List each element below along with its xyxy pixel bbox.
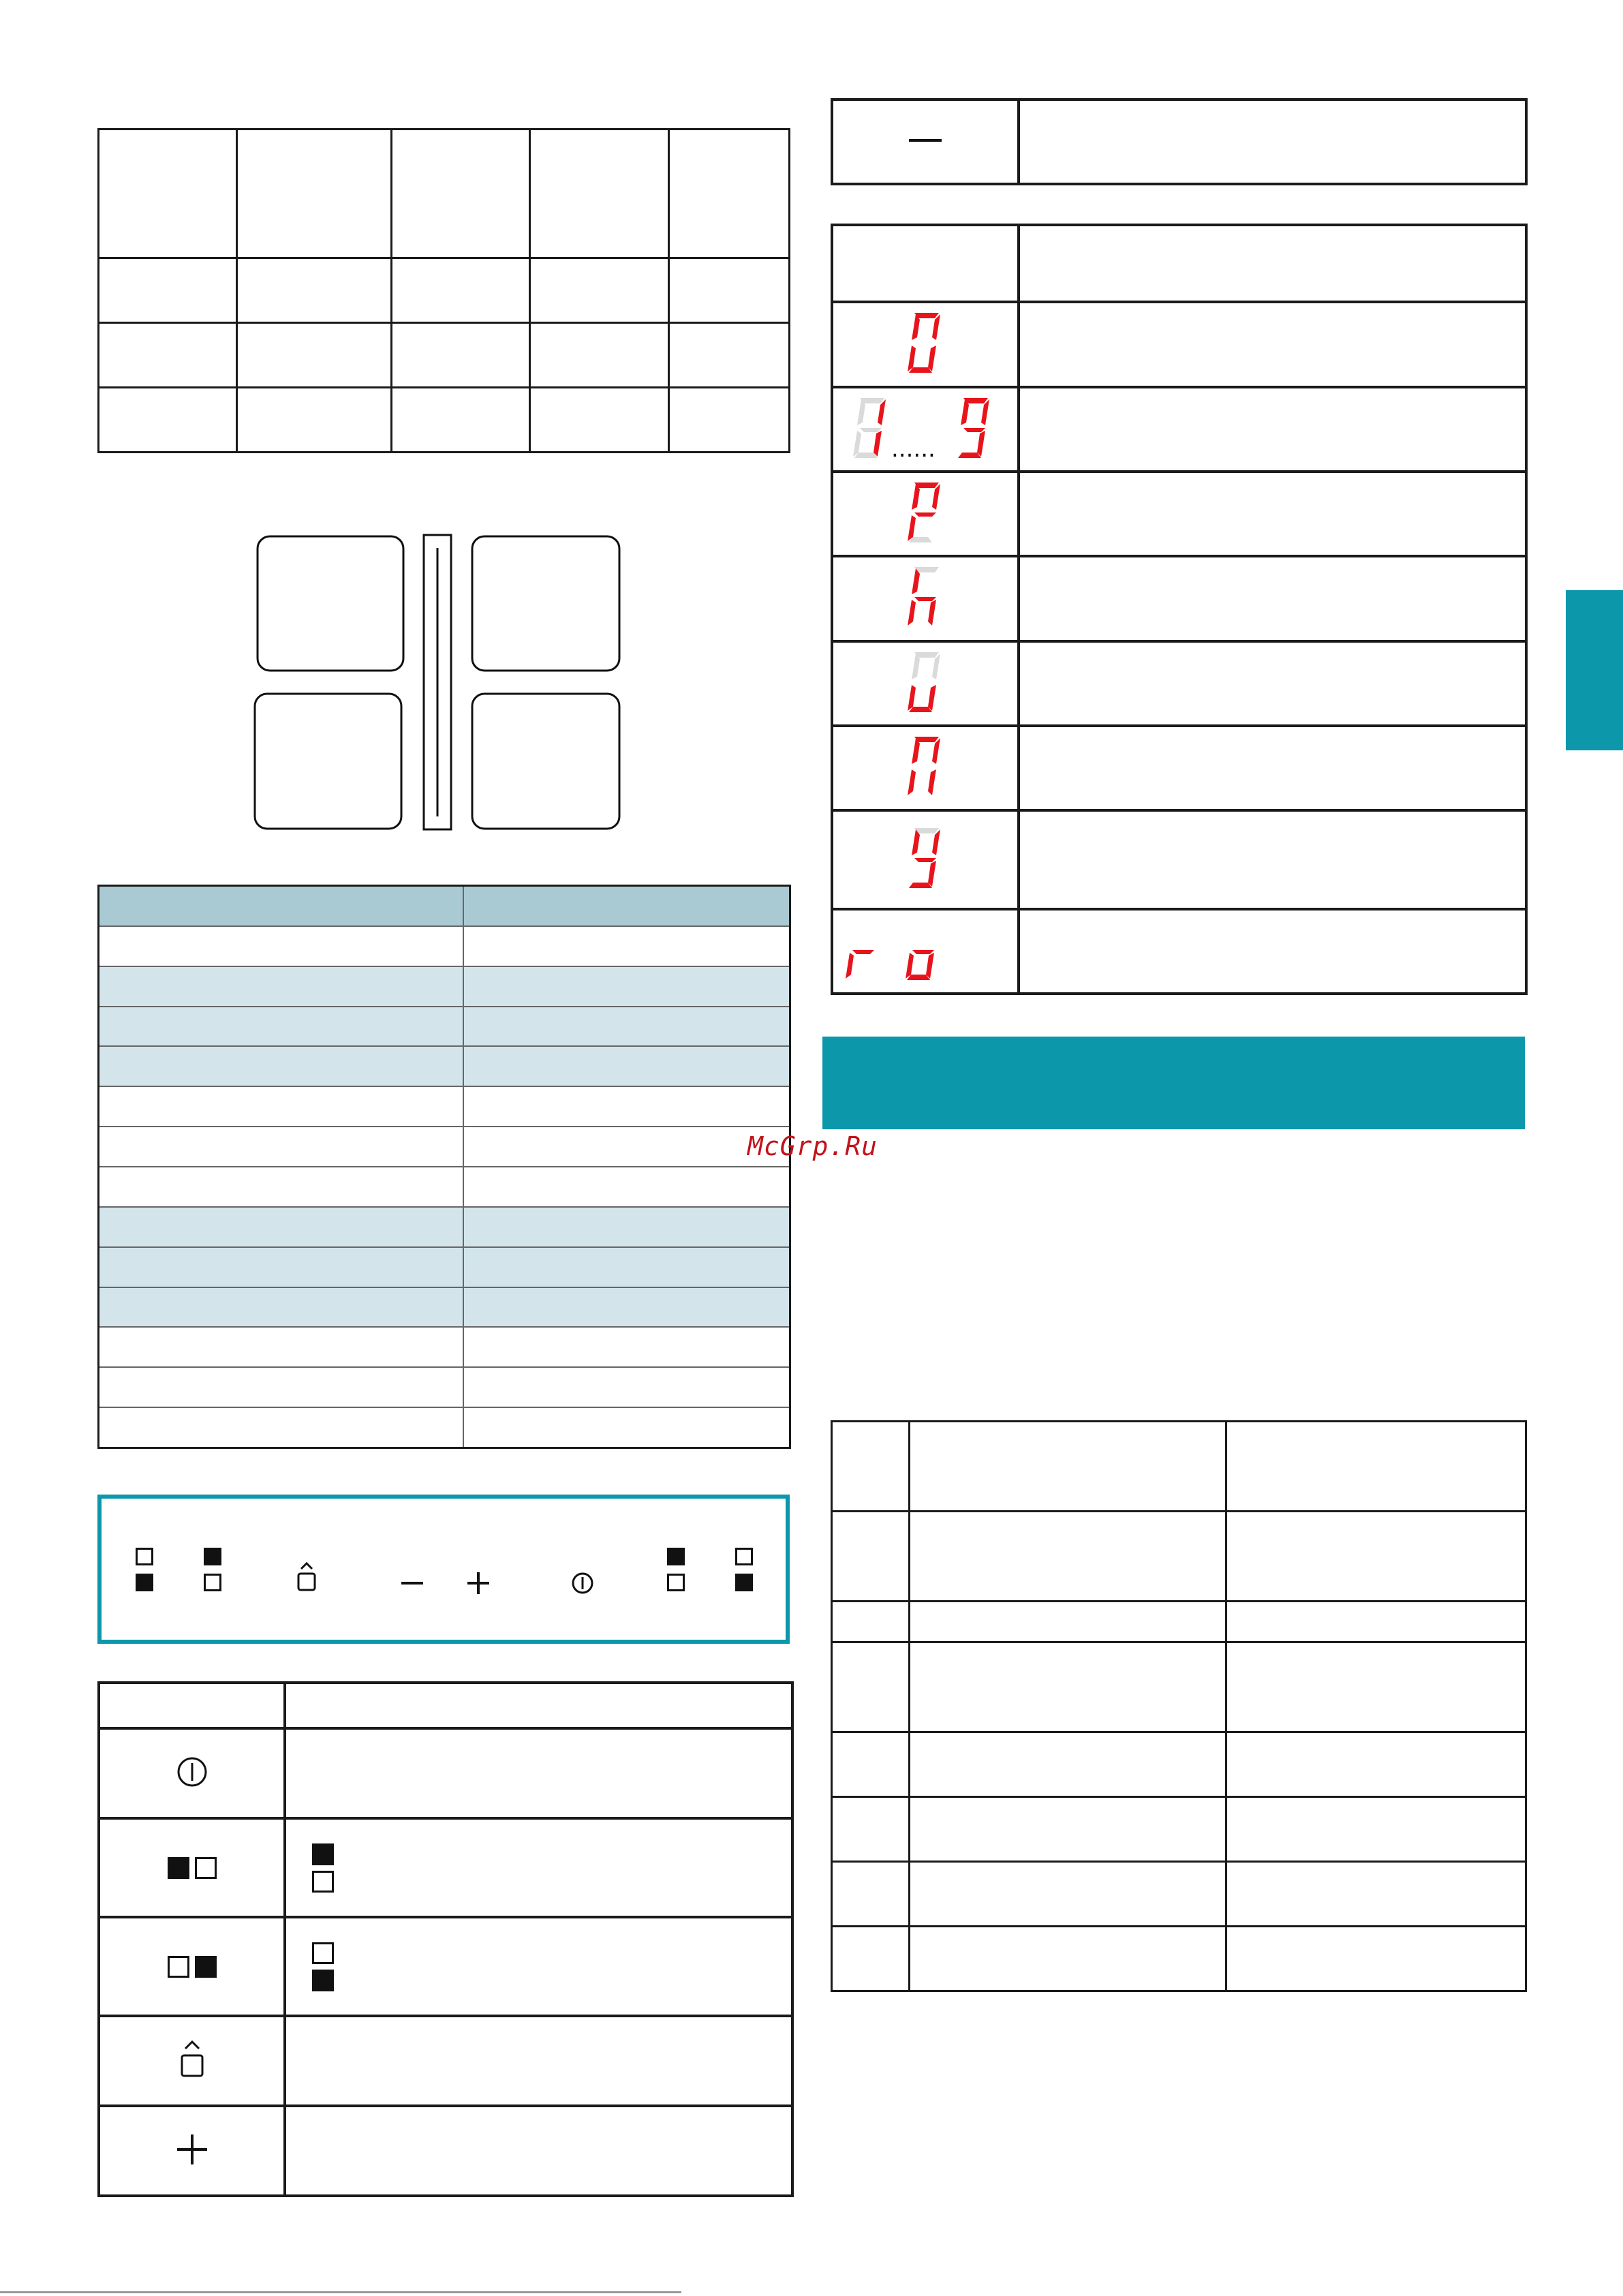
display-code-ro [843, 917, 945, 983]
display-code-Y [905, 825, 946, 891]
spec-table [97, 128, 790, 453]
zone-bottom-right [472, 694, 619, 829]
hob-zones-diagram [245, 525, 627, 838]
zone-table [97, 885, 791, 1449]
zone-right-button[interactable] [204, 1548, 231, 1595]
zone-right-front-button[interactable] [735, 1548, 762, 1595]
display-code-0 [905, 310, 946, 376]
minus-icon [905, 134, 946, 147]
plus-icon [173, 2130, 211, 2169]
display-code-U [905, 649, 946, 715]
section-banner [822, 1037, 1525, 1129]
control-panel [97, 1495, 790, 1644]
zone-top-left [258, 536, 403, 671]
zone-right-icon [204, 1548, 221, 1565]
zone-bottom-left [255, 694, 401, 829]
zone-left-icon [168, 1861, 217, 1873]
display-codes-table [831, 224, 1528, 995]
power-icon [175, 1755, 209, 1789]
language-side-tab [1566, 590, 1623, 750]
zone-right-icon [168, 1959, 217, 1972]
display-code-H [905, 564, 946, 630]
display-code-1-9 [850, 395, 1000, 461]
button-table [97, 1681, 794, 2197]
display-code-A [905, 734, 946, 799]
zone-left-button[interactable] [136, 1548, 163, 1595]
watermark: McGrp.Ru [747, 1131, 878, 1161]
plus-icon[interactable] [465, 1570, 492, 1597]
minus-icon[interactable] [399, 1570, 426, 1597]
zone-top-right [472, 536, 619, 671]
lock-icon[interactable] [294, 1561, 319, 1593]
display-code-P [905, 480, 946, 545]
minus-table [831, 98, 1528, 185]
power-icon[interactable] [570, 1571, 595, 1595]
zone-left-icon [136, 1548, 153, 1565]
lower-right-table [831, 1420, 1527, 1992]
lock-icon [175, 2039, 209, 2080]
footer-rule [0, 2291, 681, 2293]
zone-right-rear-button[interactable] [667, 1548, 694, 1595]
display-range-dots: ...... [891, 435, 936, 461]
